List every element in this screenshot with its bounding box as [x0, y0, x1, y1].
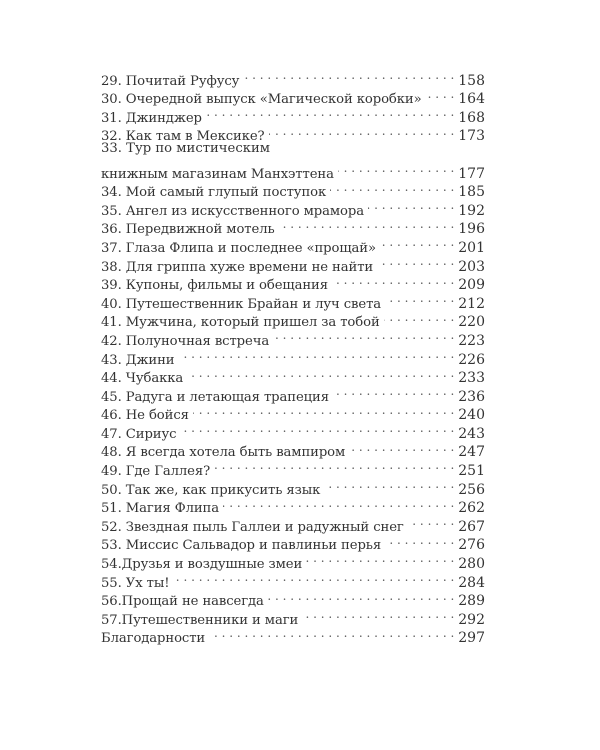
toc-entry-title: 32. Как там в Мексике?: [101, 129, 265, 145]
toc-entry-page: 196: [458, 221, 485, 238]
toc-entry-title: 31. Джинджер: [101, 110, 202, 126]
toc-entry-page: 292: [458, 611, 485, 628]
toc-entry-page: 226: [458, 351, 485, 368]
toc-entry: [101, 66, 485, 89]
dot-leader: [273, 326, 454, 345]
dot-leader: [385, 531, 454, 550]
toc-entry-page: 247: [458, 444, 485, 461]
dot-leader: [209, 624, 454, 643]
dot-leader: [324, 475, 454, 494]
toc-entry-page: 297: [458, 630, 485, 647]
toc-entry-title: 35. Ангел из искусственного мрамора: [101, 203, 364, 219]
dot-leader: [269, 122, 455, 141]
dot-leader: [338, 159, 454, 178]
toc-entry-title: 41. Мужчина, который пришел за тобой: [101, 315, 380, 331]
dot-leader: [385, 289, 454, 308]
toc-entry-title: 51. Магия Флипа: [101, 501, 220, 517]
dot-leader: [243, 66, 454, 85]
toc-entry-page: 220: [458, 314, 485, 331]
toc-entry-title: 47. Сириус: [101, 426, 177, 442]
dot-leader: [377, 252, 454, 271]
dot-leader: [179, 345, 455, 364]
toc-entry-title: 36. Передвижной мотель: [101, 222, 275, 238]
dot-leader: [330, 178, 454, 197]
toc-entry-page: 209: [458, 277, 485, 294]
toc-entry-title: 40. Путешественник Брайан и луч света: [101, 296, 382, 312]
dot-leader: [173, 568, 454, 587]
toc-entry-title: 50. Так же, как прикусить язык: [101, 482, 321, 498]
toc-entry-page: 284: [458, 574, 485, 591]
toc-entry-title: 57.Путешественники и маги: [101, 612, 299, 628]
toc-entry-page: 262: [458, 500, 485, 517]
dot-leader: [368, 196, 454, 215]
toc-entry-title: 29. Почитай Руфусу: [101, 73, 240, 89]
toc-entry-title: 45. Радуга и летающая трапеция: [101, 389, 329, 405]
toc-entry-page: 192: [458, 202, 485, 219]
dot-leader: [279, 215, 455, 234]
dot-leader: [380, 233, 454, 252]
toc-entry-title: 30. Очередной выпуск «Магической коробки»: [101, 92, 422, 108]
toc-entry-title: книжным магазинам Манхэттена: [101, 166, 334, 182]
toc-entry-title: 54.Друзья и воздушные змеи: [101, 557, 303, 573]
toc-entry-page: 251: [458, 463, 485, 480]
toc-entry-title: 44. Чубакка: [101, 371, 184, 387]
dot-leader: [206, 103, 454, 122]
toc-entry-title: 43. Джини: [101, 352, 175, 368]
dot-leader: [349, 438, 454, 457]
toc-entry-page: 276: [458, 537, 485, 554]
toc-entry-title: 48. Я всегда хотела быть вампиром: [101, 445, 346, 461]
toc-entry-page: 173: [458, 128, 485, 145]
toc-entry-page: 243: [458, 425, 485, 442]
toc-entry-page: 240: [458, 407, 485, 424]
toc-entry-page: 177: [458, 165, 485, 182]
toc-entry-page: 164: [458, 91, 485, 108]
toc-entry-title: 46. Не бойся: [101, 408, 189, 424]
toc-entry-title: 39. Купоны, фильмы и обещания: [101, 278, 328, 294]
dot-leader: [302, 605, 454, 624]
dot-leader: [384, 308, 455, 327]
toc-entry-page: 233: [458, 370, 485, 387]
toc-entry-title: 42. Полуночная встреча: [101, 333, 270, 349]
toc-entry-page: 236: [458, 388, 485, 405]
toc-entry-title: 53. Миссис Сальвадор и павлиньи перья: [101, 538, 382, 554]
toc-entry-page: 185: [458, 184, 485, 201]
toc-entry-page: 289: [458, 593, 485, 610]
dot-leader: [193, 401, 454, 420]
dot-leader: [306, 549, 454, 568]
toc-entry-page: 168: [458, 109, 485, 126]
toc-entry-page: 280: [458, 556, 485, 573]
dot-leader: [332, 271, 454, 290]
toc-entry-title: 38. Для гриппа хуже времени не найти: [101, 259, 374, 275]
toc-entry-page: 223: [458, 332, 485, 349]
toc-entry-title-line1: 33. Тур по мистическим: [101, 141, 270, 157]
toc-entry-title: 52. Звездная пыль Галлеи и радужный снег: [101, 519, 404, 535]
toc-entry-page: 201: [458, 239, 485, 256]
dot-leader: [187, 364, 454, 383]
toc-entry-title: 56.Прощай не навсегда: [101, 594, 264, 610]
dot-leader: [223, 494, 454, 513]
dot-leader: [268, 587, 454, 606]
toc-entry-page: 267: [458, 518, 485, 535]
toc-entry-title: 37. Глаза Флипа и последнее «прощай»: [101, 240, 376, 256]
table-of-contents: [101, 66, 485, 647]
toc-entry-title: Благодарности: [101, 631, 206, 647]
dot-leader: [333, 382, 454, 401]
dot-leader: [214, 456, 454, 475]
dot-leader: [408, 512, 455, 531]
toc-entry-title: 55. Ух ты!: [101, 575, 170, 591]
toc-entry-page: 256: [458, 481, 485, 498]
dot-leader: [180, 419, 454, 438]
toc-entry-page: 203: [458, 258, 485, 275]
toc-entry-page: 212: [458, 295, 485, 312]
toc-entry-page: 158: [458, 72, 485, 89]
toc-entry-title: 49. Где Галлея?: [101, 464, 211, 480]
toc-entry-title: 34. Мой самый глупый поступок: [101, 185, 327, 201]
toc-entry: [101, 159, 485, 182]
dot-leader: [426, 85, 455, 104]
